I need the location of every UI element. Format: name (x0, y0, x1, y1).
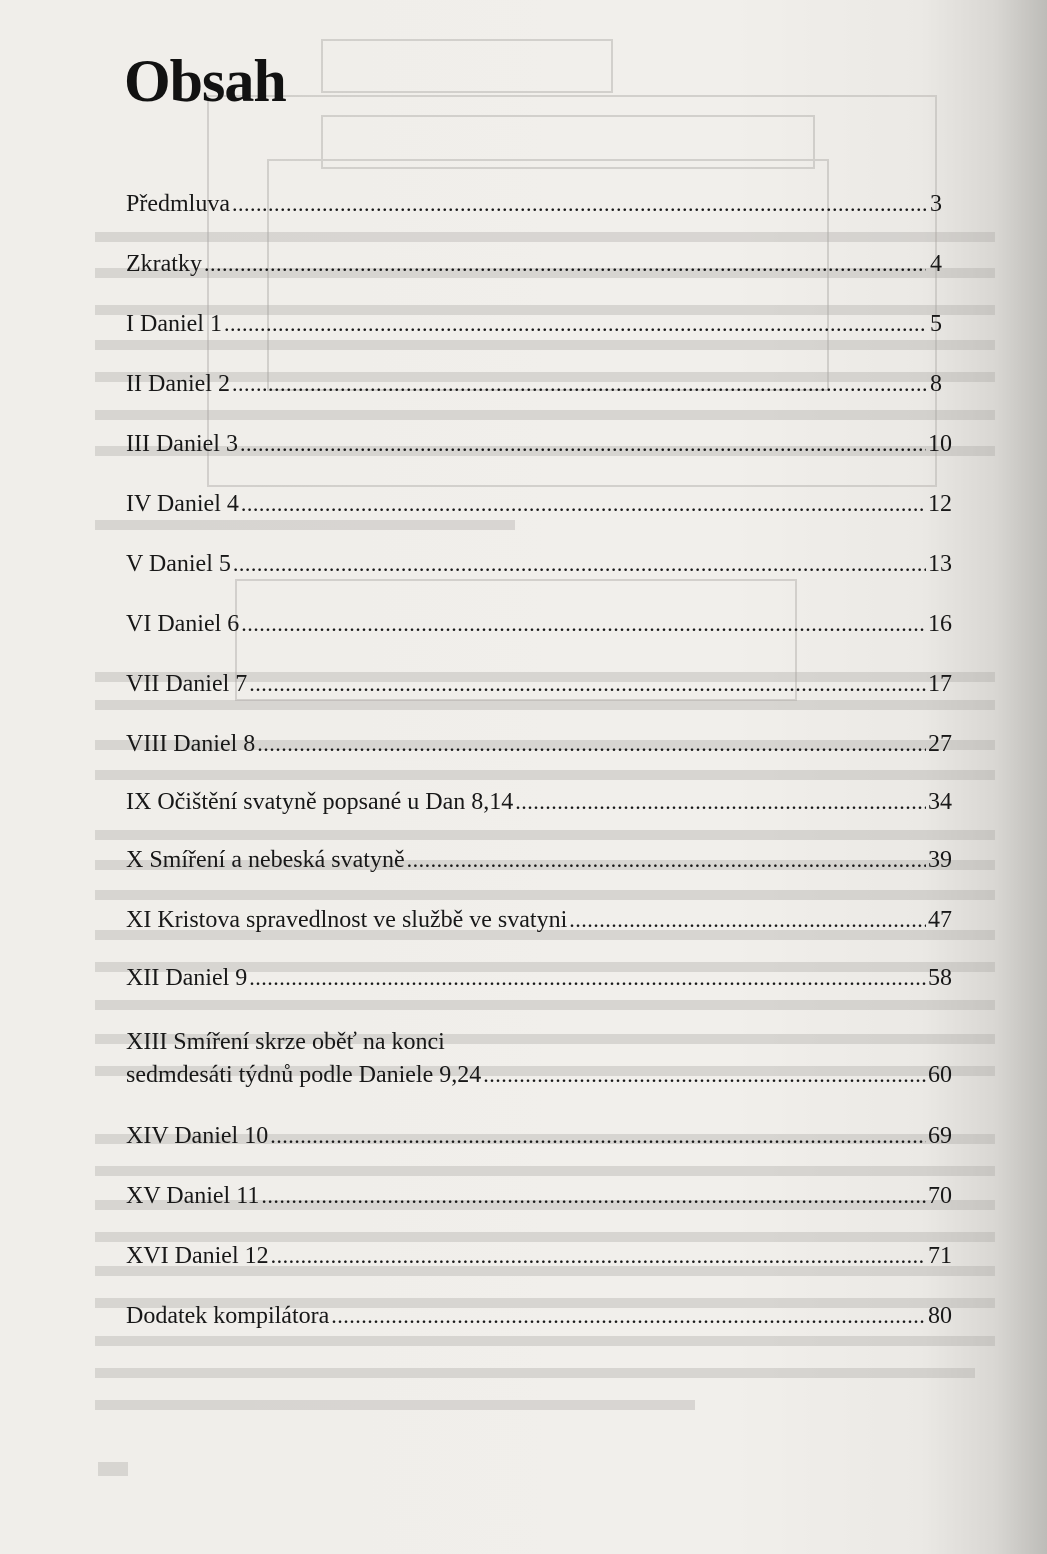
dot-leader (257, 730, 926, 758)
toc-entry[interactable] (126, 846, 952, 874)
dot-leader (240, 430, 926, 458)
dot-leader (249, 670, 926, 698)
toc-entry-page: 39 (928, 847, 952, 873)
toc-entry[interactable] (126, 788, 952, 816)
dot-leader (483, 1061, 926, 1089)
toc-entry-label: I Daniel 1 (126, 311, 222, 337)
toc-entry-label: IX Očištění svatyně popsané u Dan 8,14 (126, 789, 514, 815)
dot-leader (249, 964, 926, 992)
toc-entry-label: III Daniel 3 (126, 431, 238, 457)
toc-entry[interactable] (126, 1242, 952, 1270)
toc-entry[interactable] (126, 310, 942, 338)
dot-leader (241, 610, 926, 638)
toc-entry[interactable] (126, 190, 942, 218)
dot-leader (407, 846, 926, 874)
page-title: Obsah (124, 48, 286, 114)
toc-entry-page: 58 (928, 965, 952, 991)
toc-entry-page: 3 (930, 191, 942, 217)
toc-entry-label: V Daniel 5 (126, 551, 231, 577)
dot-leader (233, 550, 926, 578)
toc-entry-page: 17 (928, 671, 952, 697)
toc-entry[interactable] (126, 610, 952, 638)
toc-entry-page: 47 (928, 907, 952, 933)
toc-entry-page: 12 (928, 491, 952, 517)
toc-entry-page: 8 (930, 371, 942, 397)
toc-entry-label: IV Daniel 4 (126, 491, 239, 517)
toc-entry-page: 70 (928, 1183, 952, 1209)
toc-entry-label: Předmluva (126, 191, 230, 217)
dot-leader (204, 250, 926, 278)
dot-leader (331, 1302, 926, 1330)
toc-entry-page: 69 (928, 1123, 952, 1149)
toc-entry-page: 27 (928, 731, 952, 757)
toc-entry[interactable] (126, 1302, 952, 1330)
toc-entry-label: Dodatek kompilátora (126, 1303, 330, 1329)
dot-leader (224, 310, 926, 338)
dot-leader (241, 490, 926, 518)
toc-entry-page: 4 (930, 251, 942, 277)
toc-entry-page: 5 (930, 311, 942, 337)
toc-entry-page: 71 (928, 1243, 952, 1269)
toc-entry-page: 34 (928, 789, 952, 815)
toc-entry-label: XIV Daniel 10 (126, 1123, 269, 1149)
toc-entry-page: 60 (928, 1062, 952, 1088)
dot-leader (569, 906, 926, 934)
toc-entry-label: XII Daniel 9 (126, 965, 248, 991)
dot-leader (261, 1182, 926, 1210)
toc-entry[interactable] (126, 1182, 952, 1210)
toc-entry-label: VIII Daniel 8 (126, 731, 256, 757)
toc-entry-page: 80 (928, 1303, 952, 1329)
toc-entry-label: XI Kristova spravedlnost ve službě ve svatyni (126, 907, 568, 933)
dot-leader (232, 190, 926, 218)
dot-leader (271, 1242, 926, 1270)
toc-entry-page: 16 (928, 611, 952, 637)
toc-entry-label: II Daniel 2 (126, 371, 230, 397)
toc-entry[interactable] (126, 490, 952, 518)
toc-entry-label: XV Daniel 11 (126, 1183, 260, 1209)
toc-entry[interactable] (126, 730, 952, 758)
toc-entry[interactable] (126, 370, 942, 398)
toc-entry-label: XVI Daniel 12 (126, 1243, 269, 1269)
toc-entry-label: VII Daniel 7 (126, 671, 248, 697)
toc-entry-label: sedmdesáti týdnů podle Daniele 9,24 (126, 1062, 482, 1088)
dot-leader (232, 370, 926, 398)
toc-entry-label: X Smíření a nebeská svatyně (126, 847, 405, 873)
toc-entry-label: VI Daniel 6 (126, 611, 240, 637)
toc-entry[interactable] (126, 1122, 952, 1150)
toc-entry[interactable] (126, 964, 952, 992)
dot-leader (270, 1122, 926, 1150)
toc-entry-page: 10 (928, 431, 952, 457)
toc-entry-label-line1: XIII Smíření skrze oběť na konci (126, 1029, 445, 1055)
toc-entry-page: 13 (928, 551, 952, 577)
toc-entry[interactable] (126, 1028, 952, 1089)
toc-entry[interactable] (126, 550, 952, 578)
toc-entry[interactable] (126, 430, 952, 458)
toc-entry[interactable] (126, 250, 942, 278)
toc-entry[interactable] (126, 670, 952, 698)
toc-entry[interactable] (126, 906, 952, 934)
dot-leader (515, 788, 926, 816)
toc-entry-label: Zkratky (126, 251, 202, 277)
